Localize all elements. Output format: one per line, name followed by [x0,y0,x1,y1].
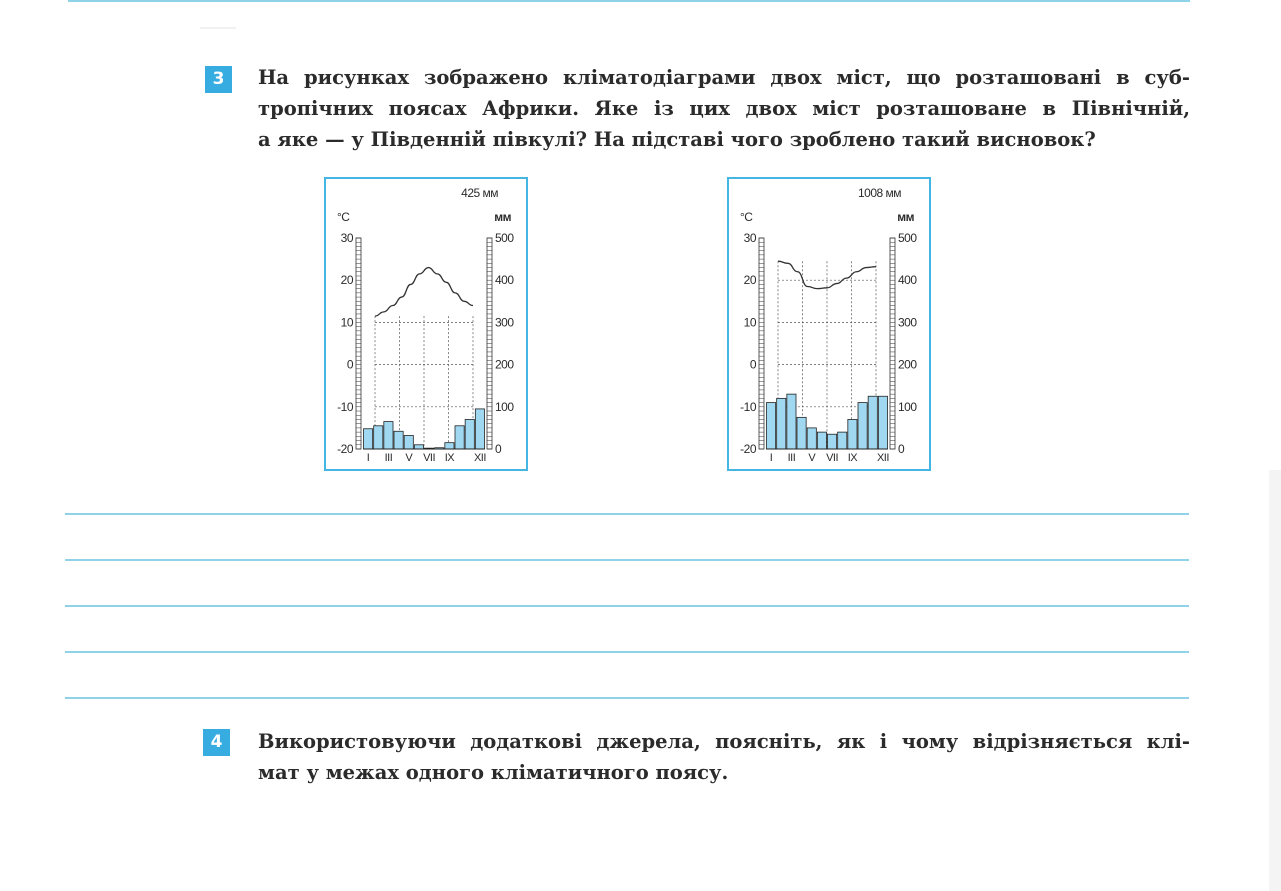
temperature-tick-label: 10 [340,315,353,330]
precipitation-tick-label: 400 [898,273,917,288]
page-corner-mark [200,27,236,29]
climate-diagram-1-svg [326,179,526,469]
answer-line-2[interactable] [65,559,1189,561]
task-3-line-2: тропічних поясах Африки. Яке із цих двох міст розташоване в Північній, [258,97,1190,120]
precipitation-tick-label: 100 [898,399,917,414]
precipitation-unit-label: мм [897,210,914,224]
precipitation-bar [384,422,393,449]
top-rule [68,0,1190,2]
climate-diagram-1 [324,177,528,471]
precipitation-bar [455,426,464,449]
month-label: III [384,452,393,464]
precipitation-bar [858,403,867,449]
precipitation-bar [797,417,806,449]
task-4-text [258,726,1190,788]
answer-line-3[interactable] [65,605,1189,607]
task-4-line-1: Використовуючи додаткові джерела, поясніть, як і чому відрізняється клі- [258,730,1190,753]
precipitation-tick-label: 300 [495,315,514,330]
temperature-tick-label: 30 [743,231,756,245]
precipitation-bar [828,434,837,449]
temperature-tick-label: -10 [337,399,353,414]
precipitation-bar [817,432,826,449]
page-edge-shadow [1269,470,1281,891]
precipitation-bar [445,443,454,449]
month-label: IX [847,452,858,464]
temperature-tick-label: -20 [740,442,756,456]
temperature-tick-label: 0 [749,357,756,372]
precipitation-bar [868,396,877,449]
answer-line-4[interactable] [65,651,1189,653]
precipitation-unit-label: мм [494,210,511,224]
climate-diagram-2-svg [729,179,929,469]
month-label: I [366,452,370,464]
precipitation-tick-label: 100 [495,399,514,414]
precipitation-tick-label: 200 [495,357,514,372]
temperature-tick-label: 0 [346,357,353,372]
precipitation-bar [777,398,786,449]
precipitation-bar [465,419,474,449]
month-label: V [405,452,413,464]
month-label: III [787,452,796,464]
chart-title: 425 мм [461,186,498,200]
temperature-tick-label: 20 [340,273,353,288]
climate-diagram-2 [727,177,931,471]
temperature-unit-label: °C [337,210,350,224]
precipitation-bar [404,435,413,449]
temperature-unit-label: °C [740,210,753,224]
temperature-tick-label: -10 [740,399,756,414]
month-label: IX [444,452,455,464]
precipitation-bar [878,396,887,449]
temperature-curve [375,268,473,317]
precipitation-tick-label: 500 [898,231,917,245]
month-label: V [808,452,816,464]
precipitation-bar [807,428,816,449]
precipitation-tick-label: 300 [898,315,917,330]
chart-title: 1008 мм [857,186,901,200]
precipitation-bar [374,426,383,449]
precipitation-bar [394,431,403,449]
precipitation-bar [838,432,847,449]
precipitation-tick-label: 0 [495,442,502,456]
answer-line-5[interactable] [65,697,1189,699]
temperature-tick-label: 30 [340,231,353,245]
task-3-number-badge: 3 [205,66,232,93]
month-label: VII [826,452,839,464]
task-3-text [258,62,1190,155]
precipitation-bar [848,419,857,449]
task-4-line-2: мат у межах одного кліматичного поясу. [258,761,729,784]
precipitation-tick-label: 0 [898,442,905,456]
month-label: VII [423,452,436,464]
month-label: XII [876,452,889,464]
precipitation-tick-label: 200 [898,357,917,372]
precipitation-bar [787,394,796,449]
precipitation-tick-label: 500 [495,231,514,245]
answer-line-1[interactable] [65,513,1189,515]
month-label: XII [473,452,486,464]
month-label: I [769,452,773,464]
task-4-number-badge: 4 [203,729,230,756]
precipitation-bar [414,445,423,449]
temperature-tick-label: -20 [337,442,353,456]
temperature-tick-label: 20 [743,273,756,288]
precipitation-bar [364,429,373,449]
task-3-line-3: а яке — у Південній півкулі? На підставі чого зроблено такий висновок? [258,128,1096,151]
precipitation-bar [767,403,776,449]
precipitation-bar [475,409,484,449]
temperature-tick-label: 10 [743,315,756,330]
task-3-line-1: На рисунках зображено кліматодіаграми двох міст, що розташовані в суб- [258,66,1190,89]
precipitation-tick-label: 400 [495,273,514,288]
